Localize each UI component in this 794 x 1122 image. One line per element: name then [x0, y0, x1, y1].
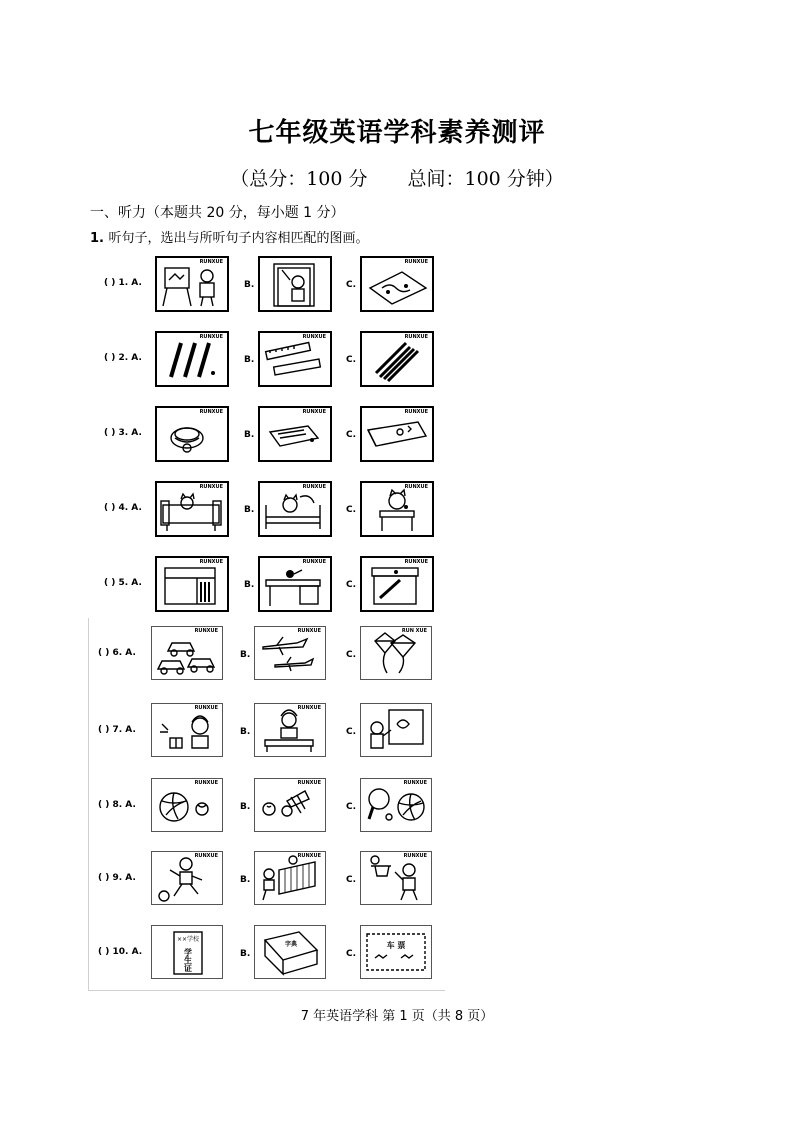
- option-c-picture[interactable]: [360, 481, 434, 537]
- option-b-label: B.: [240, 875, 251, 885]
- option-c-label: C.: [346, 580, 357, 590]
- watermark-text: RUNXUE: [404, 559, 428, 565]
- answer-blank-label[interactable]: ( ) 3. A.: [104, 428, 142, 438]
- answer-blank-label[interactable]: ( ) 7. A.: [98, 725, 136, 735]
- watermark-text: RUNXUE: [199, 559, 223, 565]
- option-c-label: C.: [346, 355, 357, 365]
- question-item-8: [0, 778, 794, 838]
- option-c-picture[interactable]: [360, 406, 434, 462]
- option-b-label: B.: [240, 727, 251, 737]
- question-item-7: [0, 703, 794, 763]
- option-a-picture[interactable]: [155, 556, 229, 612]
- question-number: 1.: [90, 231, 104, 246]
- answer-blank-label[interactable]: ( ) 1. A.: [104, 278, 142, 288]
- option-c-label: C.: [346, 727, 357, 737]
- option-c-label: C.: [346, 875, 357, 885]
- watermark-text: RUNXUE: [404, 484, 428, 490]
- question-item-3: [0, 406, 794, 466]
- option-b-label: B.: [240, 949, 251, 959]
- question-text: 听句子，选出与所听句子内容相匹配的图画。: [108, 231, 369, 246]
- option-b-picture[interactable]: [258, 256, 332, 312]
- option-b-picture[interactable]: [254, 778, 326, 832]
- watermark-text: RUNXUE: [403, 780, 427, 786]
- watermark-text: RUNXUE: [194, 705, 218, 711]
- option-a-picture[interactable]: [155, 256, 229, 312]
- dictionary-title-text: 字典: [284, 941, 298, 948]
- total-score: （总分：100 分: [230, 168, 368, 190]
- option-c-picture[interactable]: [360, 925, 432, 979]
- watermark-text: RUNXUE: [199, 259, 223, 265]
- option-b-picture[interactable]: [258, 481, 332, 537]
- watermark-text: RUNXUE: [194, 780, 218, 786]
- option-c-label: C.: [346, 280, 357, 290]
- option-b-picture[interactable]: [254, 925, 326, 979]
- watermark-text: RUNXUE: [404, 259, 428, 265]
- question-item-5: [0, 556, 794, 616]
- option-b-picture[interactable]: [254, 703, 326, 757]
- watermark-text: RUNXUE: [297, 628, 321, 634]
- option-b-label: B.: [244, 430, 255, 440]
- answer-blank-label[interactable]: ( ) 10. A.: [98, 947, 143, 957]
- section-heading: 一、听力（本题共 20 分，每小题 1 分）: [90, 205, 345, 221]
- ticket-title-text: 车 票: [386, 941, 406, 950]
- watermark-text: RUNXUE: [302, 409, 326, 415]
- watermark-text: RUNXUE: [194, 628, 218, 634]
- question-item-9: [0, 851, 794, 911]
- option-b-picture[interactable]: [258, 556, 332, 612]
- watermark-text: RUNXUE: [297, 705, 321, 711]
- option-a-picture[interactable]: [151, 626, 223, 680]
- option-c-picture[interactable]: [360, 331, 434, 387]
- watermark-text: RUNXUE: [404, 409, 428, 415]
- watermark-text: RUNXUE: [194, 853, 218, 859]
- option-c-label: C.: [346, 802, 357, 812]
- answer-blank-label[interactable]: ( ) 8. A.: [98, 800, 136, 810]
- watermark-text: RUNXUE: [302, 484, 326, 490]
- watermark-text: RUN XUE: [401, 628, 427, 634]
- question-item-1: [0, 256, 794, 316]
- card-school-text: ××学校: [176, 936, 200, 943]
- option-c-label: C.: [346, 430, 357, 440]
- question-item-10: [0, 925, 794, 985]
- question-item-4: [0, 481, 794, 541]
- page-subtitle: [0, 164, 794, 191]
- watermark-text: RUNXUE: [302, 334, 326, 340]
- watermark-text: RUNXUE: [199, 409, 223, 415]
- option-b-picture[interactable]: [254, 851, 326, 905]
- watermark-text: RUNXUE: [297, 780, 321, 786]
- option-c-picture[interactable]: [360, 556, 434, 612]
- option-b-picture[interactable]: [258, 406, 332, 462]
- watermark-text: RUNXUE: [302, 559, 326, 565]
- answer-blank-label[interactable]: ( ) 4. A.: [104, 503, 142, 513]
- answer-blank-label[interactable]: ( ) 2. A.: [104, 353, 142, 363]
- option-b-label: B.: [244, 280, 255, 290]
- option-b-label: B.: [244, 580, 255, 590]
- option-c-picture[interactable]: [360, 778, 432, 832]
- watermark-text: RUNXUE: [199, 484, 223, 490]
- option-c-label: C.: [346, 505, 357, 515]
- watermark-text: RUNXUE: [403, 853, 427, 859]
- card-title-text: 学生证: [183, 948, 193, 972]
- question-instruction: [90, 227, 369, 246]
- option-b-label: B.: [240, 650, 251, 660]
- option-b-picture[interactable]: [258, 331, 332, 387]
- option-b-picture[interactable]: [254, 626, 326, 680]
- page-footer: 7 年英语学科 第 1 页（共 8 页）: [300, 1009, 494, 1024]
- option-a-picture[interactable]: [151, 851, 223, 905]
- option-c-picture[interactable]: [360, 703, 432, 757]
- watermark-text: RUNXUE: [199, 334, 223, 340]
- option-a-picture[interactable]: [151, 703, 223, 757]
- option-a-picture[interactable]: [151, 778, 223, 832]
- option-b-label: B.: [244, 355, 255, 365]
- option-a-picture[interactable]: [155, 331, 229, 387]
- option-b-label: B.: [244, 505, 255, 515]
- question-item-6: [0, 626, 794, 686]
- option-c-picture[interactable]: [360, 256, 434, 312]
- watermark-text: RUNXUE: [404, 334, 428, 340]
- question-item-2: [0, 331, 794, 391]
- answer-blank-label[interactable]: ( ) 5. A.: [104, 578, 142, 588]
- option-c-label: C.: [346, 650, 357, 660]
- answer-blank-label[interactable]: ( ) 6. A.: [98, 648, 136, 658]
- option-a-picture[interactable]: [151, 925, 223, 979]
- option-b-label: B.: [240, 802, 251, 812]
- option-c-picture[interactable]: [360, 626, 432, 680]
- option-a-picture[interactable]: [155, 481, 229, 537]
- total-time: 总间：100 分钟）: [407, 168, 564, 190]
- option-a-picture[interactable]: [155, 406, 229, 462]
- page-title: 七年级英语学科素养测评: [248, 118, 546, 148]
- watermark-text: RUNXUE: [297, 853, 321, 859]
- option-c-picture[interactable]: [360, 851, 432, 905]
- option-c-label: C.: [346, 949, 357, 959]
- answer-blank-label[interactable]: ( ) 9. A.: [98, 873, 136, 883]
